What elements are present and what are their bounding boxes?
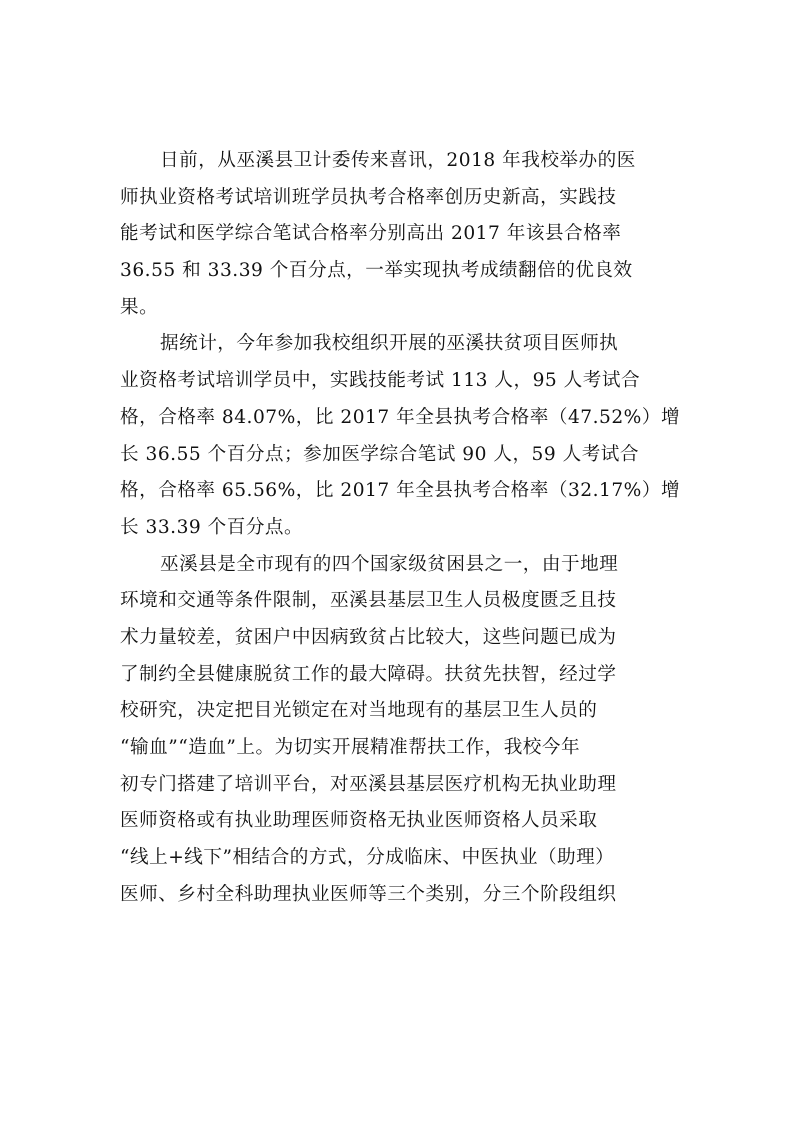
paragraph-2-line-4: 长 36.55 个百分点；参加医学综合笔试 90 人，59 人考试合 xyxy=(120,443,639,465)
article-body xyxy=(120,143,681,913)
paragraph-3-line-5: 校研究，决定把目光锁定在对当地现有的基层卫生人员的 xyxy=(120,700,598,722)
paragraph-3-line-7: 初专门搭建了培训平台，对巫溪县基层医疗机构无执业助理 xyxy=(120,773,617,795)
paragraph-2-line-3: 格，合格率 84.07%，比 2017 年全县执考合格率（47.52%）增 xyxy=(120,406,681,428)
paragraph-3-line-2: 环境和交通等条件限制，巫溪县基层卫生人员极度匮乏且技 xyxy=(120,590,617,612)
paragraph-3-line-6: “输血”“造血”上。为切实开展精准帮扶工作，我校今年 xyxy=(120,737,581,758)
paragraph-1-line-3: 能考试和医学综合笔试合格率分别高出 2017 年该县合格率 xyxy=(120,223,622,245)
paragraph-2-line-6: 长 33.39 个百分点。 xyxy=(120,516,304,538)
paragraph-2-line-5: 格，合格率 65.56%，比 2017 年全县执考合格率（32.17%）增 xyxy=(120,480,681,502)
paragraph-3-line-3: 术力量较差，贫困户中因病致贫占比较大，这些问题已成为 xyxy=(120,626,617,648)
paragraph-3-line-9: “线上+线下”相结合的方式，分成临床、中医执业（助理） xyxy=(120,847,615,869)
paragraph-3-line-10: 医师、乡村全科助理执业医师等三个类别，分三个阶段组织 xyxy=(120,883,617,905)
paragraph-3-line-8: 医师资格或有执业助理医师资格无执业医师资格人员采取 xyxy=(120,810,598,832)
paragraph-1-line-1: 日前，从巫溪县卫计委传来喜讯，2018 年我校举办的医 xyxy=(160,150,636,171)
paragraph-1-line-2: 师执业资格考试培训班学员执考合格率创历史新高，实践技 xyxy=(120,186,617,208)
paragraph-3-line-1: 巫溪县是全市现有的四个国家级贫困县之一，由于地理 xyxy=(160,553,619,575)
paragraph-1-line-5: 果。 xyxy=(120,296,159,318)
paragraph-1-line-4: 36.55 和 33.39 个百分点，一举实现执考成绩翻倍的优良效 xyxy=(120,260,633,282)
paragraph-2-line-1: 据统计，今年参加我校组织开展的巫溪扶贫项目医师执 xyxy=(160,333,619,355)
paragraph-3-line-4: 了制约全县健康脱贫工作的最大障碍。扶贫先扶智，经过学 xyxy=(120,663,617,685)
paragraph-2-line-2: 业资格考试培训学员中，实践技能考试 113 人，95 人考试合 xyxy=(120,370,641,392)
